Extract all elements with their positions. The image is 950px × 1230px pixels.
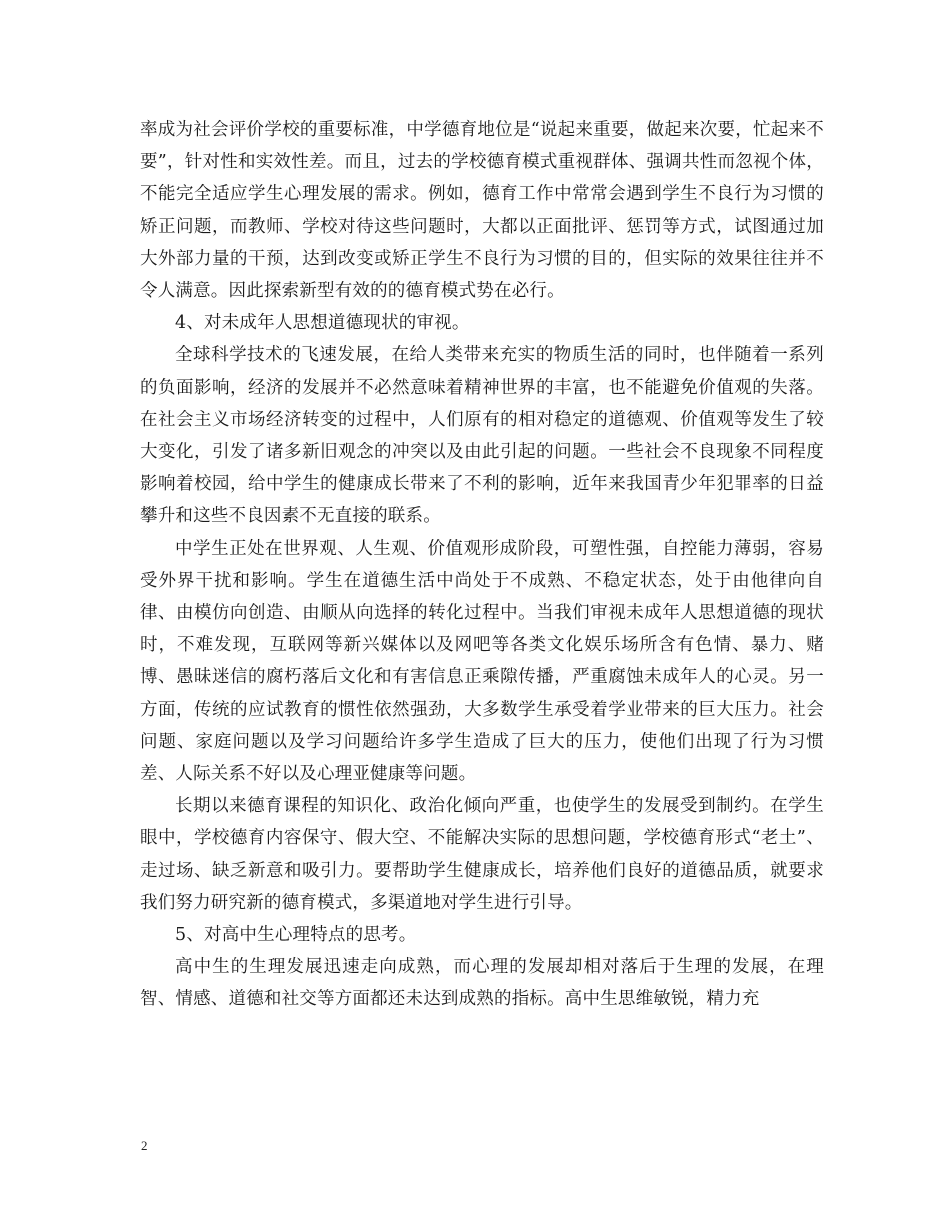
section-heading: 5、对高中生心理特点的思考。 [175,925,417,946]
section-heading: 4、对未成年人思想道德现状的审视。 [175,313,470,334]
body-paragraph: 高中生的生理发展迅速走向成熟，而心理的发展却相对落后于生理的发展，在理智、情感、道德和社交等方面都还未达到成熟的指标。高中生思维敏锐，精力充 [140,957,824,1010]
body-paragraph: 长期以来德育课程的知识化、政治化倾向严重，也使学生的发展受到制约。在学生眼中，学校德育内容保守、假大空、不能解决实际的思想问题，学校德育形式“老土”、走过场、缺乏新意和吸引力。要帮助学生健康成长，培养他们良好的道德品质，就要求我们努力研究新的德育模式，多渠道地对学生进行引导。 [140,796,824,913]
body-paragraph: 率成为社会评价学校的重要标准，中学德育地位是“说起来重要，做起来次要，忙起来不要”，针对性和实效性差。而且，过去的学校德育模式重视群体、强调共性而忽视个体，不能完全适应学生心理发展的需求。例如，德育工作中常常会遇到学生不良行为习惯的矫正问题，而教师、学校对待这些问题时，大都以正面批评、惩罚等方式，试图通过加大外部力量的干预，达到改变或矫正学生不良行为习惯的目的，但实际的效果往往并不令人满意。因此探索新型有效的的德育模式势在必行。 [140,120,824,302]
body-paragraph: 全球科学技术的飞速发展，在给人类带来充实的物质生活的同时，也伴随着一系列的负面影响，经济的发展并不必然意味着精神世界的丰富，也不能避免价值观的失落。在社会主义市场经济转变的过程中，人们原有的相对稳定的道德观、价值观等发生了较大变化，引发了诸多新旧观念的冲突以及由此引起的问题。一些社会不良现象不同程度影响着校园，给中学生的健康成长带来了不利的影响，近年来我国青少年犯罪率的日益攀升和这些不良因素不无直接的联系。 [140,345,824,527]
page-number: 2 [141,1138,148,1153]
body-paragraph: 中学生正处在世界观、人生观、价值观形成阶段，可塑性强，自控能力薄弱，容易受外界干扰和影响。学生在道德生活中尚处于不成熟、不稳定状态，处于由他律向自律、由模仿向创造、由顺从向选择的转化过程中。当我们审视未成年人思想道德的现状时，不难发现，互联网等新兴媒体以及网吧等各类文化娱乐场所含有色情、暴力、赌博、愚昧迷信的腐朽落后文化和有害信息正乘隙传播，严重腐蚀未成年人的心灵。另一方面，传统的应试教育的惯性依然强劲，大多数学生承受着学业带来的巨大压力。社会问题、家庭问题以及学习问题给许多学生造成了巨大的压力，使他们出现了行为习惯差、人际关系不好以及心理亚健康等问题。 [140,538,824,785]
document-body [140,114,824,1016]
